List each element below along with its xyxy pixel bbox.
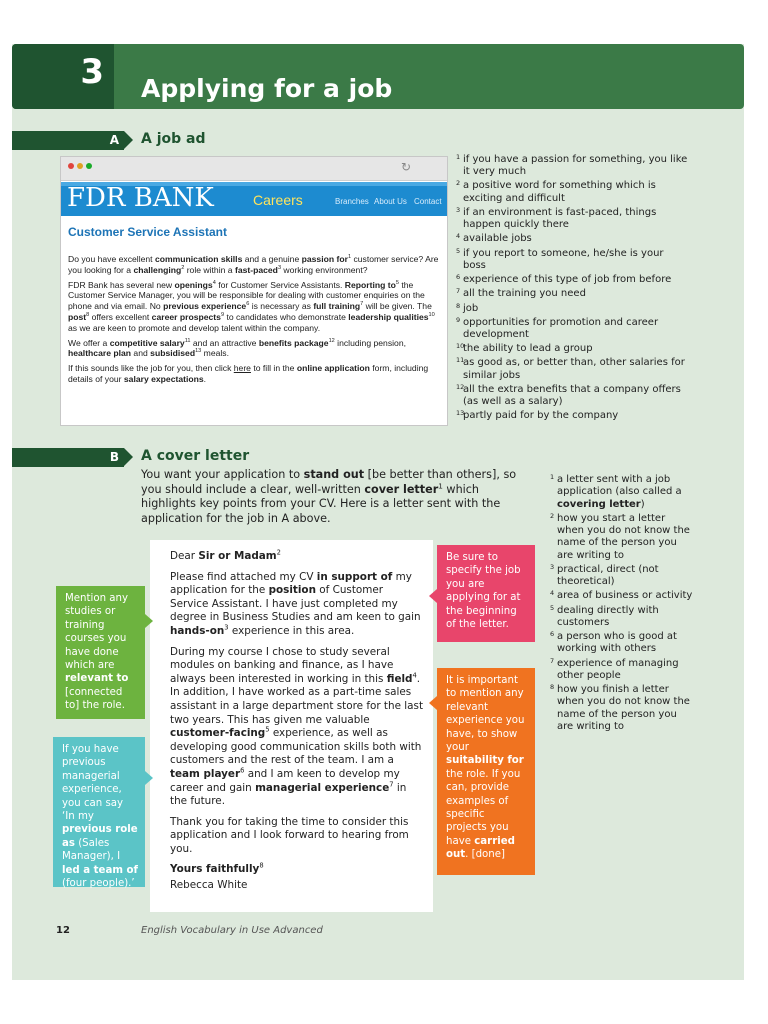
tip-callout-studies: Mention any studies or training courses you have done which are relevant to [connected to] the role. bbox=[56, 586, 145, 719]
section-a-glossary-item: 2 a positive word for something which is exciting and difficult bbox=[456, 179, 656, 204]
glossary-text: all the training you need bbox=[463, 288, 586, 300]
glossary-text: practical, direct (not theoretical) bbox=[557, 563, 659, 588]
section-a-glossary-item: 5 if you report to someone, he/she is your boss bbox=[456, 246, 664, 271]
glossary-text: experience of this type of job from before bbox=[463, 274, 672, 286]
section-a-glossary-item: 9 opportunities for promotion and career development bbox=[456, 315, 659, 340]
letter-paragraph: During my course I chose to study several modules on banking and finance, as I have always been interested in working in this field$^4$. In addition, I have worked as a part-time sales assistant in a large department store for the last two years. This has given me valuable customer-facing$^5$ experience, as well as developing good communication skills both with customers and the rest of the team. I am a team player$^6$ and I am keen to develop my career and gain managerial experience$^7$ in the future. bbox=[170, 645, 424, 808]
glossary-text: a person who is good at working with others bbox=[557, 631, 677, 655]
tip-callout-specify-job: Be sure to specify the job you are applying for at the beginning of the letter. bbox=[437, 545, 535, 642]
glossary-text: opportunities for promotion and career development bbox=[463, 316, 659, 340]
section-b-title: A cover letter bbox=[141, 448, 250, 464]
section-b-tab: B bbox=[12, 448, 124, 467]
section-a-glossary-item: 6 experience of this type of job from before bbox=[456, 273, 672, 286]
chapter-number: 3 bbox=[80, 52, 104, 92]
bank-name: FDR BANK bbox=[67, 183, 214, 213]
glossary-text: dealing directly with customers bbox=[557, 604, 659, 628]
glossary-text: area of business or activity bbox=[557, 590, 693, 602]
reload-icon[interactable]: ↻ bbox=[400, 160, 411, 174]
tip-callout-managerial: If you have previous managerial experience, you can say ‘In my previous role as (Sales Manager), I led a team of (four people).’ bbox=[53, 737, 145, 887]
letter-salutation: Dear Sir or Madam$^2$ bbox=[170, 548, 281, 562]
ad-paragraph: Do you have excellent communication skills and a genuine passion for$^1$ customer service? Are you looking for a challenging$^2$ role within a fast-paced$^3$ working environment? bbox=[68, 254, 439, 275]
here-link[interactable]: here bbox=[233, 363, 251, 374]
section-a-glossary-item: 8 job bbox=[456, 301, 479, 314]
glossary-text: a positive word for something which is exciting and difficult bbox=[463, 180, 656, 204]
glossary-text: experience of managing other people bbox=[557, 657, 679, 681]
page-number: 12 bbox=[56, 925, 70, 936]
ad-paragraph: We offer a competitive salary$^{11}$ and an attractive benefits package$^{12}$ including pension, healthcare plan and subsidised$^{13}$ meals. bbox=[68, 337, 406, 359]
job-ad-body bbox=[68, 254, 444, 389]
section-b-glossary-item: 2 how you start a letter when you do not know the name of the person you are writing to bbox=[550, 511, 690, 561]
glossary-text: as good as, or better than, other salaries for similar jobs bbox=[463, 357, 685, 381]
section-b-glossary-item: 3 practical, direct (not theoretical) bbox=[550, 562, 659, 588]
glossary-text: how you start a letter when you do not know the name of the person you are writing to bbox=[557, 512, 690, 561]
glossary-text: if you report to someone, he/she is your boss bbox=[463, 247, 664, 271]
job-title: Customer Service Assistant bbox=[68, 225, 227, 239]
section-a-glossary-item: 3 if an environment is fast-paced, things happen quickly there bbox=[456, 205, 657, 231]
section-b-glossary-item: 7 experience of managing other people bbox=[550, 656, 679, 681]
tip-callout-experience: It is important to mention any relevant experience you have, to show your suitability for the role. If you can, provide examples of specific projects you have carried out. [done] bbox=[437, 668, 535, 875]
window-close-dot bbox=[68, 163, 74, 169]
section-b-glossary-item: 6 a person who is good at working with others bbox=[550, 630, 677, 655]
section-a-title: A job ad bbox=[141, 131, 206, 147]
nav-link-about-us[interactable]: About Us bbox=[374, 197, 407, 206]
browser-toolbar bbox=[61, 157, 447, 181]
glossary-text-after: ) bbox=[640, 498, 645, 510]
letter-closing: Yours faithfully$^8$ bbox=[170, 862, 264, 876]
book-title: English Vocabulary in Use Advanced bbox=[141, 925, 323, 936]
glossary-text: how you finish a letter when you do not know the name of the person you are writing to bbox=[557, 683, 690, 732]
letter-paragraph: Thank you for taking the time to consider this application and I look forward to hearing from you. bbox=[170, 815, 409, 855]
section-a-glossary-item: 13 partly paid for by the company bbox=[456, 409, 619, 422]
careers-label: Careers bbox=[253, 192, 303, 208]
window-minimize-dot bbox=[77, 163, 83, 169]
glossary-text: if an environment is fast-paced, things happen quickly there bbox=[463, 206, 657, 231]
nav-link-contact[interactable]: Contact bbox=[414, 197, 442, 206]
cover-letter bbox=[170, 550, 424, 900]
glossary-bold-term: covering letter bbox=[557, 498, 641, 510]
glossary-text: all the extra benefits that a company offers (as well as a salary) bbox=[463, 383, 681, 408]
section-b-glossary-item: 5 dealing directly with customers bbox=[550, 603, 659, 628]
glossary-text: a letter sent with a job application (also called a bbox=[557, 474, 682, 498]
section-b-intro: You want your application to stand out [be better than others], so you should include a clear, well-written cover letter$^1$ which highlights key points from your CV. Here is a letter sent with the application for the job in A above. bbox=[141, 468, 517, 525]
section-a-tab: A bbox=[12, 131, 124, 150]
section-a-glossary-item: 10 the ability to lead a group bbox=[456, 342, 593, 355]
section-a-glossary-item: 7 all the training you need bbox=[456, 287, 586, 300]
section-a-glossary-item: 1 if you have a passion for something, you like it very much bbox=[456, 153, 688, 178]
ad-paragraph: FDR Bank has several new openings$^4$ for Customer Service Assistants. Reporting $to^5$ the Customer Service Manager, you will be responsible for dealing with customer enquiries on the phone and via email. No previous experience$^6$ is necessary as full training$^7$ will be given. The post$^8$ offers excellent career prospects$^9$ to candidates who demonstrate leadership qualities$^{10}$ as we are keen to promote and develop talent within the company. bbox=[68, 279, 435, 333]
glossary-text: if you have a passion for something, you like it very much bbox=[463, 154, 688, 178]
section-a-glossary-item: 4 available jobs bbox=[456, 232, 532, 245]
chapter-title: Applying for a job bbox=[141, 74, 393, 103]
section-b-glossary-item: 4 area of business or activity bbox=[550, 589, 693, 602]
nav-link-branches[interactable]: Branches bbox=[335, 197, 369, 206]
section-a-glossary-item: 12 all the extra benefits that a company offers (as well as a salary) bbox=[456, 382, 681, 408]
section-a-glossary-item: 11 as good as, or better than, other salaries for similar jobs bbox=[456, 356, 685, 381]
section-b-glossary-item: 8 how you finish a letter when you do not know the name of the person you are writing to bbox=[550, 682, 690, 732]
letter-signature: Rebecca White bbox=[170, 879, 248, 892]
glossary-text: job bbox=[463, 302, 479, 314]
glossary-text: available jobs bbox=[463, 233, 532, 245]
glossary-text: the ability to lead a group bbox=[463, 343, 593, 355]
ad-paragraph: If this sounds like the job for you, then click here to fill in the online application form, including details of your salary expectations. bbox=[68, 363, 429, 384]
glossary-text: partly paid for by the company bbox=[463, 410, 619, 422]
window-maximize-dot bbox=[86, 163, 92, 169]
section-a-glossary bbox=[456, 154, 688, 425]
letter-paragraph: Please find attached my CV in support of my application for the position of Customer Service Assistant. I have just completed my degree in Business Studies and am keen to gain hands-$on^3$ experience in this area. bbox=[170, 570, 421, 637]
section-b-glossary-item: 1 a letter sent with a job application (also called a covering letter) bbox=[550, 473, 682, 510]
job-ad-browser-window bbox=[60, 156, 448, 426]
section-b-glossary bbox=[550, 474, 695, 735]
